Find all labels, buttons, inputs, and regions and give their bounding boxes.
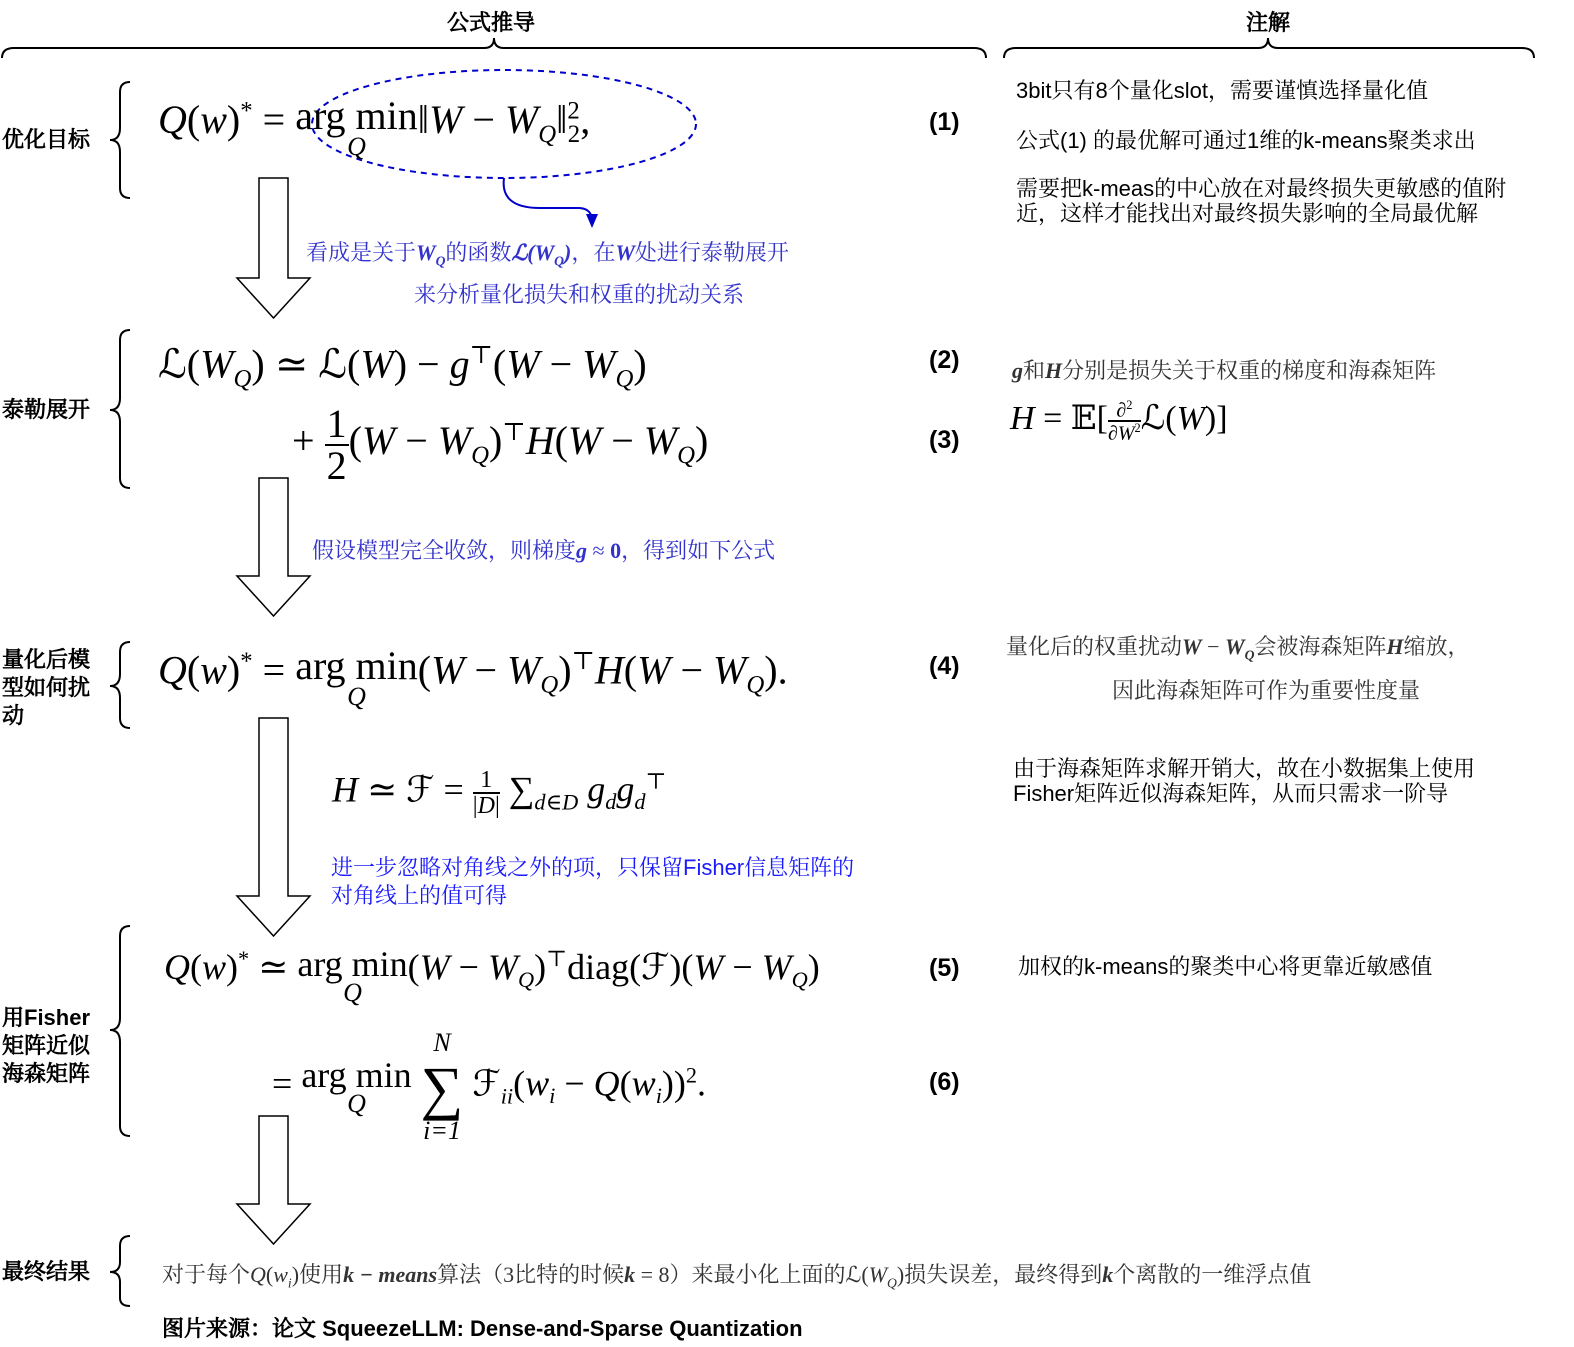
annotation-converged: 假设模型完全收敛，则梯度g ≈ 0，得到如下公式 bbox=[312, 538, 776, 563]
section-label-final: 最终结果 bbox=[2, 1259, 91, 1284]
pointer-arrow bbox=[504, 178, 592, 218]
note-gradient-hessian: g和H分别是损失关于权重的梯度和海森矩阵 bbox=[1012, 358, 1437, 383]
brace-s4 bbox=[110, 926, 130, 1136]
equation-3: + $\frac{1}{2}$ $(W - W_Q)^⊤H(W - W_Q)$ bbox=[292, 401, 709, 488]
note-kmeans-solution: 公式(1) 的最优解可通过1维的k-means聚类求出 bbox=[1016, 128, 1476, 153]
annotation-taylor-reason: 看成是关于$W_Q$的函数$ℒ(W_Q)$，在W处进行泰勒展开 bbox=[306, 240, 789, 269]
hessian-definition: H = 𝔼[ $\frac{\partial^2}{\partial W^2}$ ℒ(W)] bbox=[1010, 397, 1228, 445]
image-source: 图片来源：论文 SqueezeLLM: Dense-and-Sparse Quantization bbox=[162, 1316, 803, 1341]
equation-number-4: (4) bbox=[929, 652, 960, 680]
annotation-diagonal: 进一步忽略对角线之外的项，只保留Fisher信息矩阵的对角线上的值可得 bbox=[331, 855, 855, 908]
down-arrow-3 bbox=[237, 718, 310, 936]
note-hessian-importance: 量化后的权重扰动$W - W_Q$会被海森矩阵H缩放， bbox=[1006, 634, 1470, 663]
equation-5: Q(w)* ≃ arg min Q $(W - W_Q)^⊤diag(ℱ)(W - W_Q)$ bbox=[164, 944, 820, 1007]
equation-number-1: (1) bbox=[929, 108, 960, 136]
equation-6: = arg min Q N ∑ i=1 $ℱ_{ii}(w_i - Q(w_i))^2$. bbox=[272, 1028, 707, 1145]
brace-s2 bbox=[110, 330, 130, 488]
brace-s5 bbox=[110, 1236, 130, 1306]
section-label-taylor: 泰勒展开 bbox=[2, 397, 91, 422]
equation-number-3: (3) bbox=[929, 426, 960, 454]
note-hessian-importance-line2: 因此海森矩阵可作为重要性度量 bbox=[1112, 678, 1421, 703]
equation-number-6: (6) bbox=[929, 1068, 960, 1096]
equation-number-5: (5) bbox=[929, 954, 960, 982]
header-brace-derivation bbox=[2, 38, 986, 58]
header-derivation: 公式推导 bbox=[447, 10, 536, 35]
equation-number-2: (2) bbox=[929, 346, 960, 374]
note-weighted-kmeans: 加权的k-means的聚类中心将更靠近敏感值 bbox=[1018, 954, 1433, 979]
note-kmeans-centers: 需要把k-meas的中心放在对最终损失更敏感的值附近，这样才能找出对最终损失影响的全局最优解 bbox=[1016, 176, 1507, 226]
header-brace-notes bbox=[1004, 38, 1534, 58]
equation-1: Q(w)* = arg min Q ‖W − $W_Q‖^2_2$, bbox=[158, 93, 591, 161]
annotation-taylor-reason-line2: 来分析量化损失和权重的扰动关系 bbox=[414, 282, 745, 307]
fisher-formula: H ≃ ℱ = $\frac{1}{|D|}$ $\sum_{d\in D}$ $g_dg_d^⊤$ bbox=[332, 767, 667, 819]
section-label-fisher: 用Fisher矩阵近似海森矩阵 bbox=[2, 1005, 91, 1086]
section-label-optimization: 优化目标 bbox=[2, 127, 91, 152]
section-label-perturbation: 量化后模型如何扰动 bbox=[2, 647, 91, 728]
header-notes: 注解 bbox=[1246, 10, 1291, 35]
note-fisher-approx: 由于海森矩阵求解开销大，故在小数据集上使用Fisher矩阵近似海森矩阵，从而只需求一阶导 bbox=[1013, 756, 1476, 806]
down-arrow-2 bbox=[237, 478, 310, 616]
pointer-arrowhead bbox=[586, 214, 598, 228]
equation-2: $ℒ(W_Q)$ ≃ ℒ(W) − $g^⊤(W - W_Q)$ bbox=[158, 341, 647, 393]
note-3bit-slots: 3bit只有8个量化slot，需要谨慎选择量化值 bbox=[1016, 78, 1428, 103]
brace-s1 bbox=[110, 82, 130, 198]
down-arrow-1 bbox=[237, 178, 310, 318]
brace-s3 bbox=[110, 642, 130, 728]
equation-4: Q(w)* = arg min Q $(W - W_Q)^⊤H(W - W_Q)$. bbox=[158, 643, 788, 711]
final-result-text: 对于每个$Q(w_i)$使用k − means算法（3比特的时候k = 8）来最小化上面的$ℒ(W_Q)$损失误差，最终得到k个离散的一维浮点值 bbox=[162, 1262, 1312, 1291]
